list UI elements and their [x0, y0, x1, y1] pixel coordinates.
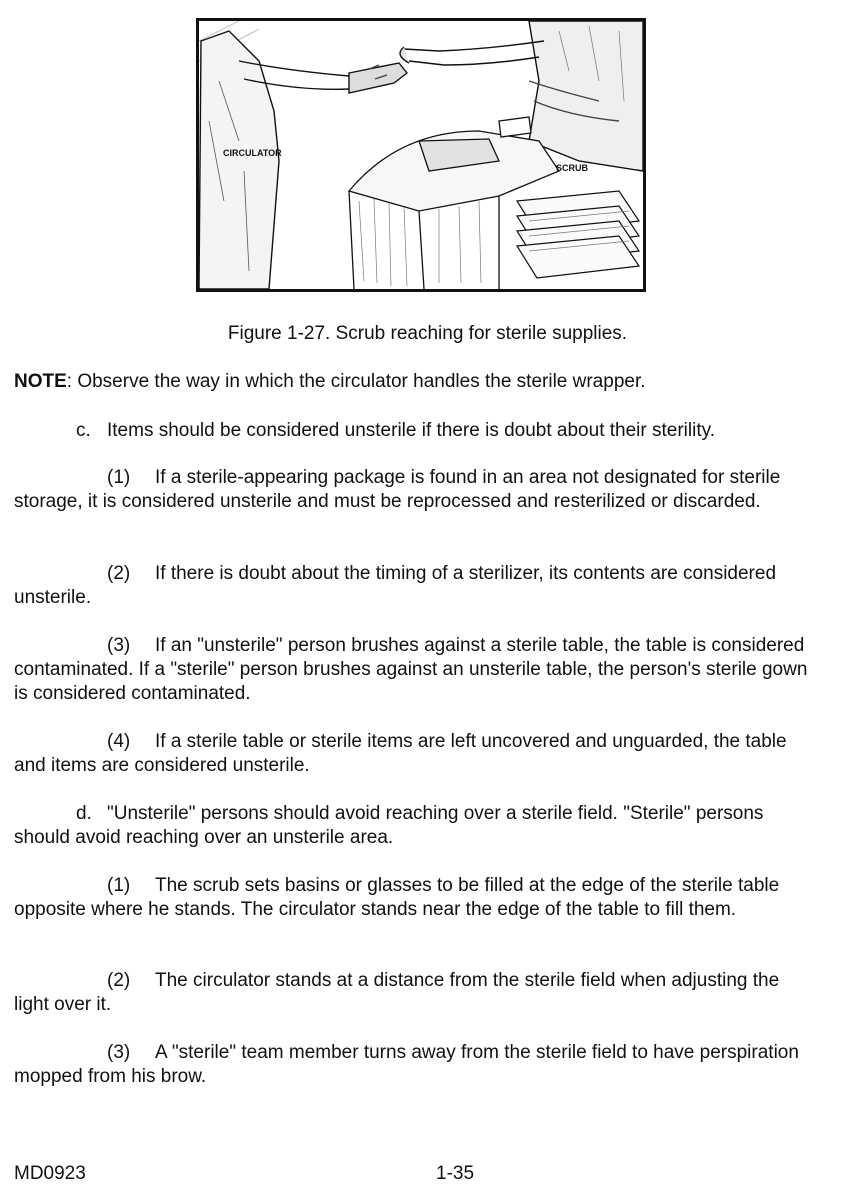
paragraph-marker: (3) [107, 635, 131, 656]
footer-page-number: 1-35 [436, 1163, 475, 1184]
paragraph-marker: (3) [107, 1042, 131, 1063]
scrub-label: SCRUB [556, 163, 589, 173]
paragraph-text: The scrub sets basins or glasses to be filled at the edge of the sterile table opposite where he stands. The circulator stands near the edge of the table to fill them. [14, 875, 780, 920]
paragraph-c-4 [14, 730, 814, 778]
paragraph-c-1 [14, 466, 814, 514]
paragraph-marker: (2) [107, 970, 131, 991]
paragraph-marker: d. [76, 803, 92, 824]
paragraph-c [14, 419, 814, 443]
paragraph-c-2 [14, 562, 814, 610]
paragraph-text: "Unsterile" persons should avoid reaching over a sterile field. "Sterile" persons should avoid reaching over an unsterile area. [14, 803, 764, 848]
note-label: NOTE [14, 371, 67, 392]
paragraph-d-1 [14, 874, 814, 922]
paragraph-marker: c. [76, 420, 91, 441]
figure-illustration [196, 18, 646, 292]
paragraph-text: If there is doubt about the timing of a sterilizer, its contents are considered unsterile. [14, 563, 777, 608]
note-paragraph [14, 370, 814, 394]
scrub-reaching-illustration [199, 21, 643, 289]
paragraph-d-3 [14, 1041, 814, 1089]
paragraph-marker: (1) [107, 467, 131, 488]
footer-doc-id: MD0923 [14, 1163, 86, 1184]
paragraph-marker: (2) [107, 563, 131, 584]
paragraph-marker: (4) [107, 731, 131, 752]
paragraph-text: Items should be considered unsterile if there is doubt about their sterility. [107, 420, 715, 441]
paragraph-text: The circulator stands at a distance from the sterile field when adjusting the light over it. [14, 970, 780, 1015]
paragraph-text: If an "unsterile" person brushes against a sterile table, the table is considered contaminated. If a "sterile" person brushes against an unsterile table, the person's sterile gown is considered contaminated. [14, 635, 808, 704]
figure-caption: Figure 1-27. Scrub reaching for sterile supplies. [227, 323, 628, 344]
paragraph-d-2 [14, 969, 814, 1017]
paragraph-text: If a sterile table or sterile items are left uncovered and unguarded, the table and items are considered unsterile. [14, 731, 787, 776]
circulator-label: CIRCULATOR [223, 148, 282, 158]
paragraph-marker: (1) [107, 875, 131, 896]
paragraph-text: A "sterile" team member turns away from the sterile field to have perspiration mopped from his brow. [14, 1042, 799, 1087]
paragraph-d [14, 802, 814, 850]
paragraph-c-3 [14, 634, 814, 706]
sterile-packs [517, 191, 639, 278]
note-text: : Observe the way in which the circulator handles the sterile wrapper. [66, 371, 646, 392]
paragraph-text: If a sterile-appearing package is found in an area not designated for sterile storage, it is considered unsterile and must be reprocessed and resterilized or discarded. [14, 467, 781, 512]
